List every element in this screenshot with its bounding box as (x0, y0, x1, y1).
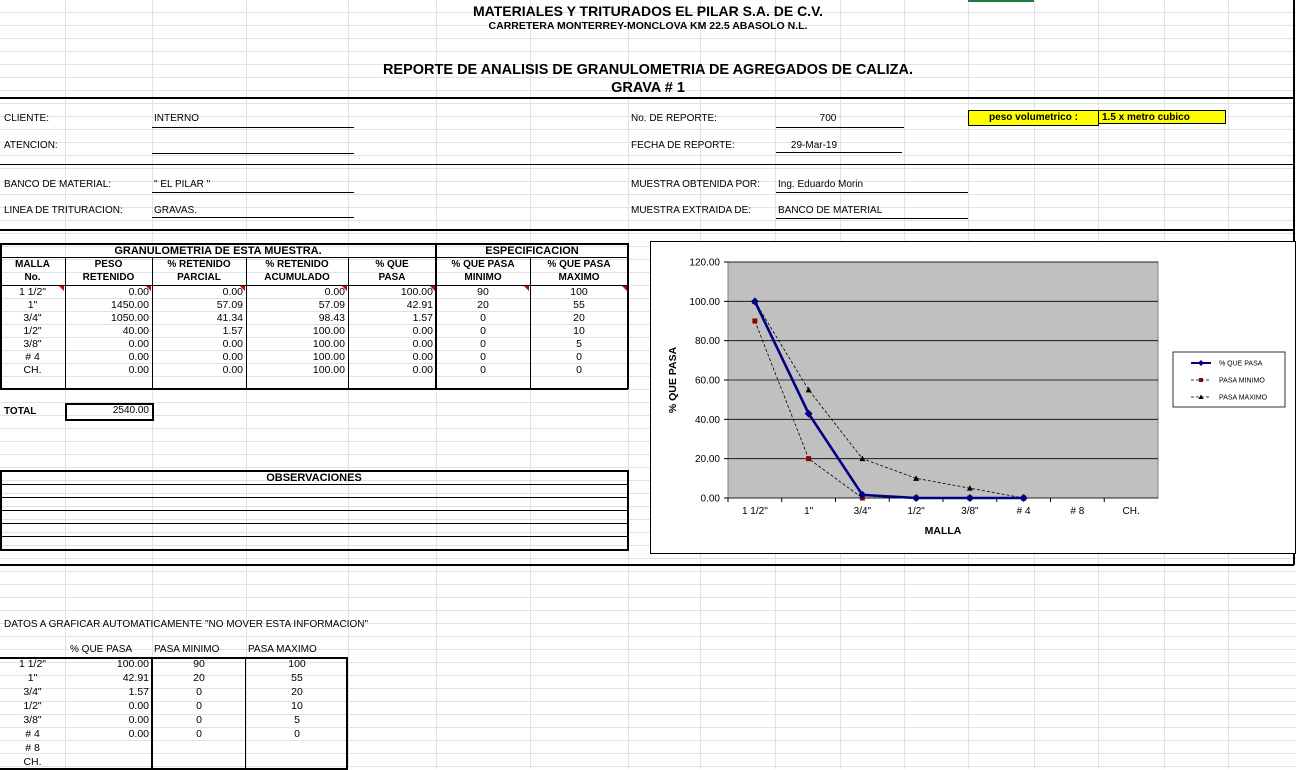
datos-column-header: PASA MINIMO (154, 644, 220, 655)
table-cell[interactable]: 0.00 (222, 338, 243, 350)
table-cell[interactable]: 1" (27, 299, 38, 311)
table-cell[interactable]: 90 (477, 286, 489, 298)
datos-cell[interactable]: 0 (196, 728, 202, 740)
y-tick-label: 80.00 (694, 336, 720, 348)
table-cell[interactable]: 10 (573, 325, 585, 337)
atencion-underline[interactable] (152, 153, 354, 154)
table-column-header: MAXIMO (558, 272, 600, 283)
table-cell[interactable]: 20 (477, 299, 489, 311)
x-tick-label: 1 1/2" (741, 506, 768, 517)
comment-indicator (146, 286, 151, 291)
cliente-value[interactable]: INTERNO (154, 113, 199, 124)
obtenida-underline (776, 192, 968, 193)
obs-line[interactable] (0, 523, 628, 524)
x-tick-label: 1/2" (907, 506, 925, 517)
linea-label: LINEA DE TRITURACION: (4, 205, 123, 216)
table-column-header: MINIMO (464, 272, 502, 283)
extraida-value[interactable]: BANCO DE MATERIAL (778, 205, 883, 216)
table-column-header: RETENIDO (82, 272, 135, 283)
banco-label: BANCO DE MATERIAL: (4, 179, 112, 190)
table-column-header: % RETENIDO (167, 259, 231, 270)
table-cell[interactable]: 0 (480, 338, 486, 350)
table-cell[interactable]: 0.00 (412, 338, 433, 350)
table-column-divider (530, 257, 531, 388)
obtenida-value[interactable]: Ing. Eduardo Morin (778, 179, 864, 190)
table-column-header: No. (24, 272, 41, 283)
y-tick-label: 0.00 (700, 493, 720, 505)
table-cell[interactable]: 0.00 (222, 364, 243, 376)
datos-col-divider (245, 657, 246, 769)
datos-cell[interactable]: # 4 (25, 728, 40, 740)
x-tick-label: CH. (1122, 506, 1140, 517)
table-column-header: % QUE (375, 259, 409, 270)
series-point-min (752, 319, 757, 324)
table-cell[interactable]: 1050.00 (111, 312, 149, 324)
table-column-divider (152, 257, 153, 388)
extraida-underline (776, 218, 968, 219)
datos-cell[interactable]: 1" (27, 672, 38, 684)
obs-line[interactable] (0, 510, 628, 511)
granulometry-chart[interactable] (650, 241, 1296, 554)
table-border-top (0, 243, 628, 245)
table-cell[interactable]: 0 (576, 364, 582, 376)
table-column-header: % RETENIDO (265, 259, 329, 270)
datos-cell[interactable]: 3/8" (23, 714, 42, 726)
x-tick-label: 1" (804, 506, 814, 517)
no-reporte-value[interactable]: 700 (819, 113, 837, 124)
x-axis-label: MALLA (924, 525, 962, 537)
table-header-line (0, 257, 628, 258)
table-header-bottom (0, 285, 628, 286)
datos-cell[interactable]: 0 (294, 728, 300, 740)
observaciones-title: OBSERVACIONES (266, 472, 362, 484)
obs-line[interactable] (0, 497, 628, 498)
obs-border-bottom (0, 549, 628, 551)
table-group-header-especificacion: ESPECIFICACION (485, 245, 579, 257)
table-group-header-granulometria: GRANULOMETRIA DE ESTA MUESTRA. (114, 245, 322, 257)
datos-column-header: % QUE PASA (70, 644, 133, 655)
datos-col-divider (151, 657, 153, 769)
atencion-label: ATENCION: (4, 140, 58, 151)
table-cell[interactable]: 20 (573, 312, 585, 324)
x-tick-label: # 8 (1070, 506, 1085, 517)
x-tick-label: 3/8" (961, 506, 979, 517)
datos-title: DATOS A GRAFICAR AUTOMATICAMENTE "NO MOVER ESTA INFORMACION" (4, 619, 368, 630)
table-cell[interactable]: 0.00 (324, 286, 345, 298)
table-cell[interactable]: 100.00 (400, 286, 433, 298)
table-cell[interactable]: 1.57 (222, 325, 243, 337)
datos-cell[interactable]: 1/2" (23, 700, 42, 712)
datos-cell[interactable]: 10 (291, 700, 303, 712)
datos-border-top (0, 657, 348, 659)
table-column-header: MALLA (15, 259, 50, 270)
table-cell[interactable]: 1.57 (412, 312, 433, 324)
table-cell[interactable]: 0.00 (128, 364, 149, 376)
fecha-underline (776, 152, 902, 153)
datos-cell[interactable]: 42.91 (122, 672, 149, 684)
table-cell[interactable]: # 4 (25, 351, 40, 363)
peso-label: peso volumetrico : (968, 110, 1099, 126)
cliente-underline (152, 127, 354, 128)
legend-marker (1199, 378, 1203, 382)
table-cell[interactable]: 0.00 (222, 286, 243, 298)
banco-underline (152, 192, 354, 193)
no-reporte-label: No. DE REPORTE: (631, 113, 717, 124)
datos-cell[interactable]: 0.00 (128, 714, 149, 726)
datos-cell[interactable]: 20 (291, 686, 303, 698)
table-column-divider (246, 257, 247, 388)
company-name: MATERIALES Y TRITURADOS EL PILAR S.A. DE C.V. (472, 3, 824, 19)
y-tick-label: 40.00 (694, 414, 720, 426)
table-cell[interactable]: 55 (573, 299, 585, 311)
comment-indicator (240, 286, 245, 291)
table-cell[interactable]: 42.91 (406, 299, 433, 311)
table-border-bottom (0, 388, 628, 390)
table-cell[interactable]: 57.09 (318, 299, 345, 311)
datos-cell[interactable]: CH. (23, 756, 42, 768)
table-cell[interactable]: 0.00 (128, 351, 149, 363)
table-cell[interactable]: 5 (576, 338, 582, 350)
x-tick-label: # 4 (1016, 506, 1031, 517)
comment-indicator (622, 286, 627, 291)
table-column-divider (65, 257, 66, 388)
datos-cell[interactable]: 100.00 (116, 658, 149, 670)
table-cell[interactable]: 100.00 (312, 351, 345, 363)
report-title: REPORTE DE ANALISIS DE GRANULOMETRIA DE AGREGADOS DE CALIZA. (382, 62, 914, 78)
no-reporte-underline (776, 127, 904, 128)
table-cell[interactable]: 1450.00 (111, 299, 149, 311)
info-bottom-divider (0, 229, 1294, 231)
table-cell[interactable]: 0.00 (128, 338, 149, 350)
obs-line[interactable] (0, 484, 628, 485)
y-axis-label: % QUE PASA (667, 346, 679, 414)
obs-line[interactable] (0, 536, 628, 537)
legend-label: PASA MAXIMO (1219, 394, 1268, 402)
table-cell[interactable]: 98.43 (318, 312, 345, 324)
table-column-header: PASA (378, 272, 406, 283)
table-cell[interactable]: 3/4" (23, 312, 42, 324)
table-column-header: ACUMULADO (264, 272, 330, 283)
y-tick-label: 120.00 (689, 257, 720, 269)
table-cell[interactable]: 0.00 (412, 351, 433, 363)
table-cell[interactable]: 41.34 (216, 312, 243, 324)
table-cell[interactable]: 40.00 (122, 325, 149, 337)
datos-border-right (346, 657, 348, 769)
table-cell[interactable]: 0 (480, 351, 486, 363)
table-cell[interactable]: 0 (480, 325, 486, 337)
table-cell[interactable]: 0 (576, 351, 582, 363)
extraida-label: MUESTRA EXTRAIDA DE: (631, 205, 752, 216)
datos-cell[interactable]: 1.57 (128, 686, 149, 698)
datos-cell[interactable]: 0.00 (128, 700, 149, 712)
y-tick-label: 60.00 (694, 375, 720, 387)
datos-cell[interactable]: 90 (193, 658, 205, 670)
x-tick-label: 3/4" (853, 506, 872, 517)
datos-cell[interactable]: 0.00 (128, 728, 149, 740)
series-point-min (806, 456, 811, 461)
report-subtitle: GRAVA # 1 (611, 80, 685, 96)
linea-value[interactable]: GRAVAS. (154, 205, 197, 216)
table-cell[interactable]: 1/2" (23, 325, 42, 337)
table-cell[interactable]: 100 (570, 286, 588, 298)
cliente-label: CLIENTE: (4, 113, 50, 124)
datos-cell[interactable]: 0 (196, 686, 202, 698)
total-value: 2540.00 (112, 405, 149, 416)
table-cell[interactable]: 57.09 (216, 299, 243, 311)
table-column-header: % QUE PASA (547, 259, 611, 270)
table-column-header: PESO (94, 259, 123, 270)
datos-cell[interactable]: 0 (196, 714, 202, 726)
datos-cell[interactable]: 55 (291, 672, 303, 684)
y-tick-label: 20.00 (694, 454, 720, 466)
legend-label: % QUE PASA (1219, 360, 1263, 368)
legend-label: PASA MINIMO (1219, 377, 1265, 385)
table-cell[interactable]: 0.00 (412, 325, 433, 337)
comment-indicator (524, 286, 529, 291)
active-cell-marker (968, 0, 1034, 2)
comment-indicator (59, 286, 64, 291)
table-column-divider (348, 257, 349, 388)
fecha-value[interactable]: 29-Mar-19 (790, 140, 838, 151)
table-cell[interactable]: 0.00 (128, 286, 149, 298)
table-cell[interactable]: 100.00 (312, 325, 345, 337)
table-group-divider (435, 243, 437, 389)
datos-cell[interactable]: 100 (288, 658, 306, 670)
datos-cell[interactable]: 20 (193, 672, 205, 684)
peso-value[interactable]: 1.5 x metro cubico (1098, 110, 1226, 124)
table-border-right (627, 243, 629, 389)
banco-value[interactable]: " EL PILAR " (154, 179, 211, 190)
datos-cell[interactable]: # 8 (25, 742, 40, 754)
obs-border-top (0, 470, 628, 472)
table-cell[interactable]: 3/8" (23, 338, 42, 350)
table-cell[interactable]: 0 (480, 312, 486, 324)
table-cell[interactable]: CH. (23, 364, 42, 376)
table-border-left (0, 243, 2, 389)
datos-cell[interactable]: 5 (294, 714, 300, 726)
info-divider (0, 164, 1294, 165)
comment-indicator (342, 286, 347, 291)
table-column-header: PARCIAL (177, 272, 221, 283)
table-cell[interactable]: 0 (480, 364, 486, 376)
total-label: TOTAL (4, 406, 37, 417)
datos-cell[interactable]: 1 1/2" (18, 658, 47, 670)
chart-svg (651, 242, 1295, 553)
company-address: CARRETERA MONTERREY-MONCLOVA KM 22.5 ABASOLO N.L. (488, 20, 808, 32)
report-bottom-border (0, 564, 1294, 566)
obtenida-label: MUESTRA OBTENIDA POR: (631, 179, 760, 190)
table-cell[interactable]: 100.00 (312, 338, 345, 350)
y-tick-label: 100.00 (689, 296, 720, 308)
header-divider (0, 97, 1294, 99)
table-cell[interactable]: 0.00 (222, 351, 243, 363)
table-cell[interactable]: 0.00 (412, 364, 433, 376)
table-column-header: % QUE PASA (451, 259, 515, 270)
table-cell[interactable]: 1 1/2" (18, 286, 47, 298)
comment-indicator (430, 286, 435, 291)
fecha-label: FECHA DE REPORTE: (631, 140, 735, 151)
datos-cell[interactable]: 3/4" (23, 686, 42, 698)
datos-column-header: PASA MAXIMO (248, 644, 317, 655)
table-cell[interactable]: 100.00 (312, 364, 345, 376)
datos-cell[interactable]: 0 (196, 700, 202, 712)
linea-underline (152, 217, 354, 218)
